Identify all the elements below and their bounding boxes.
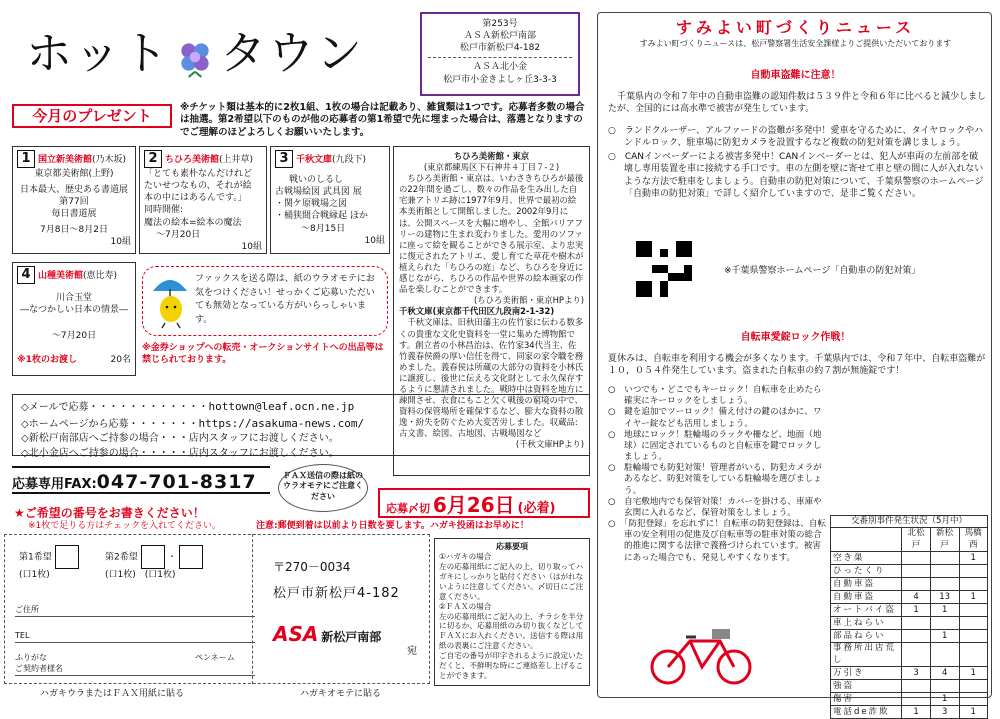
crime-count — [902, 680, 930, 693]
bike-item: 鍵を追加でツーロック！備え付けの鍵のほかに、ワイヤー錠なども活用しましょう。 — [624, 407, 822, 429]
prize-count: 10組 — [241, 241, 262, 252]
prize-place: 東京都美術館(上野) — [34, 169, 114, 179]
prize-venue: 国立新美術館 — [38, 155, 93, 165]
crime-count — [902, 643, 930, 667]
penname-label: ペンネーム — [195, 653, 235, 662]
fax-caution-burst: ＦＡＸ送信の際は紙のウラオモテにご注意ください — [278, 464, 368, 512]
crime-type: 部品ねらい — [831, 630, 902, 643]
crime-count — [959, 680, 987, 693]
car-items: ○ ランドクルーザー、アルファードの盗難が多発中！愛車を守るために、タイヤロックやハンドルロック、駐車場に防犯カメラを設置するなど複数の防犯対策を講じましょう。 ○ CANインベーダーによる被害多発中！CANインベーダーとは、犯人が車両の左前部を破壊し専用装置を車に接続する手口です。車の左側を壁に寄せて車と壁の間に人が入れないような方法で駐車をしましょう。自動車の防犯対策について、千葉県警察のホームページ「自動車の防犯対策」で詳しく紹介していますので、是非ご覧ください。 — [608, 126, 984, 199]
guide-line: ご自宅の番号が印字されるように設定いただくと、不鮮明な時にご連絡差し上げることができます。 — [439, 650, 584, 680]
prize-line: 第77回 — [59, 197, 89, 208]
crime-type: 自動車盗 — [831, 578, 902, 591]
prize-location: (恵比寿) — [83, 271, 118, 281]
choice-1-label: 第1希望 — [19, 552, 52, 563]
crime-count — [930, 565, 959, 578]
fax-number-bar — [12, 466, 270, 494]
prize-line: 毎日書道展 — [51, 209, 97, 220]
fax-notice-text: ファックスを送る際は、紙のウラオモテにお気をつけください！せっかくご応募いただいても無効となっている方がいらっしゃいます。 — [195, 274, 375, 325]
choice-2b-box[interactable] — [179, 545, 203, 569]
prize-line: ―なつかしい日本の情景― — [19, 305, 128, 316]
prize-4 — [12, 262, 136, 376]
guide-line: ①ハガキの場合 — [439, 552, 492, 562]
crime-row — [831, 667, 988, 680]
issue-line: ＡＳＡ北小金 — [472, 62, 527, 73]
crime-type: 空き巣 — [831, 552, 902, 565]
choice-2a-box[interactable] — [141, 545, 165, 569]
single-check[interactable]: (口1枚) — [144, 570, 176, 580]
crime-count — [930, 552, 959, 565]
contact-label: ◇新松戸南部店へご持参の場合・・・店内スタッフにお渡しください。 — [21, 433, 339, 444]
prize-line: たいせつなもの、それが絵 — [144, 181, 252, 192]
prize-count: 10組 — [110, 236, 131, 247]
car-theft-heading: 自動車盗難に注意！ — [750, 70, 841, 81]
crime-type: 万引き — [831, 667, 902, 680]
crime-type: 傷害 — [831, 693, 902, 706]
car-intro: 千葉県内の令和７年中の自動車盗難の認知件数は５３９件と令和６年に比べると減少しましたが、全国的には高水準で被害が発生しています。 — [608, 92, 987, 115]
prize-line: 魔法の絵本=絵本の魔法 — [144, 217, 242, 228]
crime-col-header — [831, 528, 902, 552]
guide-title: 応募要項 — [496, 542, 528, 551]
presents-notice: ※チケット類は基本的に2枚1組、1枚の場合は記載あり、雑貨類は1つです。応募者多数の場合は抽選。第2希望以下のものが他の応募者の第1希望で先に埋まった場合は、落選となりますのでご理解のほどよろしくお願いいたします。 — [180, 102, 585, 138]
crime-count — [902, 617, 930, 630]
prize-venue: 山種美術館 — [38, 271, 84, 281]
prize-line: ・関ケ原戦場之図 — [275, 199, 348, 210]
deadline-tail: (必着) — [517, 501, 556, 516]
crime-type: ひったくり — [831, 565, 902, 578]
kana-label: ふりがな — [15, 653, 47, 662]
prize-line: ～8月15日 — [301, 223, 346, 234]
prize-line: 古戦場絵図 武具図 展 — [275, 187, 362, 198]
masthead-title — [26, 22, 364, 84]
presents-header: 今月のプレゼント — [12, 104, 172, 128]
bike-item: 地球にロック！駐輪場のラックや柵など、地面（地球）に固定されているものと自転車を鍵でロックしましょう。 — [624, 429, 822, 463]
recipient-address: 松戸市新松戸4-182 — [273, 586, 400, 601]
car-item: ランドクルーザー、アルファードの盗難が多発中！愛車を守るために、タイヤロックやハンドルロック、駐車場に防犯カメラを設置するなど複数の防犯対策を講じましょう。 — [624, 126, 984, 149]
crime-count — [959, 578, 987, 591]
crime-col-header: 北松戸 — [902, 528, 930, 552]
prize-line: 川合玉堂 — [55, 293, 92, 303]
prize-3 — [270, 146, 390, 254]
bike-lock-heading: 自転車愛錠ロック作戦！ — [740, 332, 851, 343]
issue-line: 松戸市小金きよしヶ丘3-3-3 — [443, 74, 557, 85]
title-left: ホット — [26, 26, 170, 80]
guide-line: ②ＦＡＸの場合 — [439, 601, 492, 611]
crime-row — [831, 693, 988, 706]
prize-2 — [139, 146, 267, 254]
crime-count: 1 — [959, 667, 987, 680]
crime-count — [930, 680, 959, 693]
crime-count — [959, 604, 987, 617]
crime-row — [831, 643, 988, 667]
crime-table — [830, 527, 988, 719]
crime-count — [959, 643, 987, 667]
fax-number: 047-701-8317 — [96, 471, 257, 493]
crime-count — [902, 565, 930, 578]
crime-row — [831, 591, 988, 604]
crime-row — [831, 680, 988, 693]
fax-label: 応募専用FAX: — [12, 477, 97, 492]
crime-count: 1 — [902, 604, 930, 617]
shop-name: 新松戸南部 — [321, 630, 382, 644]
news-subtitle: すみよい町づくりニュースは、松戸警察署生活安全課様よりご提供いただいております — [639, 39, 952, 48]
single-check[interactable]: (口1枚) — [19, 570, 50, 580]
crime-type: 事務所出店荒し — [831, 643, 902, 667]
crime-type: 強盗 — [831, 680, 902, 693]
fax-notice — [142, 266, 388, 336]
prize-1 — [12, 146, 136, 254]
masthead — [18, 12, 418, 100]
crime-type: オートバイ盗 — [831, 604, 902, 617]
prize-line: 本の中にはあるんです。」 — [144, 193, 247, 204]
contact-label: ◇メールで応募・・・・・・・・・・・・ — [21, 402, 209, 413]
request-sub: ※1枚で足りる方はチェックを入れてください。 — [28, 521, 221, 531]
issue-number: 第253号 — [482, 19, 518, 29]
crime-count — [930, 643, 959, 667]
recipient-suffix: 宛 — [407, 646, 417, 657]
deadline-label: 応募〆切 — [386, 502, 430, 515]
prize-venue: 千秋文庫 — [296, 155, 333, 165]
crime-count: 1 — [959, 591, 987, 604]
article-body: 千秋文庫は、旧秋田藩主の佐竹家に伝わる数多くの貴重な文化史資料を一堂に集めた博物館です。創立者の小林昌治は、佐竹家34代当主、佐竹義春侯爵の厚い信任を得て、同家の家令職を務めました。義春侯は所蔵の大部分の資料を小林氏に譲渡し、後世に伝える文化財として永久保存するように懇請されました。戦時中は資料を地方に疎開させ、衣食にもこと欠く戦後の窮境の中で、資料の保管場所を確保するなど、膨大な資料の散逸・紛失を防ぐため大変苦労しました。収蔵品:古文書、絵図、古地図、古戦場図など — [399, 317, 584, 439]
crime-count: 1 — [902, 706, 930, 719]
single-check[interactable]: (口1枚) — [105, 570, 136, 580]
guide-line: 左の応募用紙にご記入の上、切り取ってハガキにしっかりと貼付ください（はがれないように注意してください。〆切日にご注意ください。 — [439, 562, 584, 601]
crime-count: 1 — [930, 693, 959, 706]
crime-count — [902, 578, 930, 591]
choice-2-label: 第2希望 — [105, 552, 138, 563]
prize-number: 1 — [17, 150, 35, 168]
article-source: (ちひろ美術館・東京HPより) — [473, 295, 584, 306]
qr-caption: ※千葉県警察ホームページ「自動車の防犯対策」 — [724, 266, 921, 276]
request-title: ★ご希望の番号をお書きください！ — [14, 506, 205, 520]
crime-col-header: 馬橋西 — [959, 528, 987, 552]
crime-count: 1 — [930, 630, 959, 643]
issue-line: 松戸市新松戸4-182 — [459, 43, 541, 54]
deadline-date: 6月26日 — [432, 493, 515, 517]
prize-line: 日本最大、歴史ある書道展 — [19, 185, 128, 196]
article-title: ちひろ美術館・東京 — [453, 151, 530, 161]
issue-line: ＡＳＡ新松戸南部 — [463, 31, 536, 42]
bike-item: いつでも・どこでもキーロック！自転車を止めたら確実にキーロックをしましょう。 — [624, 385, 822, 407]
choice-2: 第2希望 ・ (口1枚) (口1枚) — [105, 545, 203, 581]
prize-line: ～7月20日 — [51, 331, 97, 342]
crime-count: 1 — [930, 604, 959, 617]
article-source: (千秋文庫HPより) — [515, 439, 584, 450]
prize-line: 同時開催: — [144, 205, 184, 216]
crime-row — [831, 617, 988, 630]
crime-col-header: 新松戸 — [930, 528, 959, 552]
prize-count: 20名 — [110, 355, 131, 366]
mail-caution: 注意:郵便到着は以前より日数を要します。ハガキ投函はお早めに！ — [256, 521, 529, 531]
article-title: 千秋文庫(東京都千代田区九段南2-1-32) — [399, 306, 555, 317]
prize-note: ※1枚のお渡し — [17, 355, 78, 366]
crime-row — [831, 552, 988, 565]
bike-item: 「防犯登録」を忘れずに！自転車の防犯登録は、自転車の安全利用の促進及び自転車等の駐車対策の総合的推進に関する法律で義務づけられています。被害にあった場合でも、発見しやすくなります。 — [624, 519, 827, 563]
guide-box — [434, 538, 590, 686]
car-item: CANインベーダーによる被害多発中！CANインベーダーとは、犯人が車両の左前部を破壊し専用装置を車に接続する手口です。車の左側を壁に寄せて車と壁の間に人が入れないような方法で駐車をしましょう。自動車の防犯対策について、千葉県警察のホームページ「自動車の防犯対策」で詳しく紹介していますので、是非ご覧ください。 — [624, 152, 984, 199]
prize-count: 10組 — [364, 235, 385, 246]
crime-count: 3 — [902, 667, 930, 680]
postal-code: 〒270－0034 — [273, 560, 351, 574]
crime-count — [959, 617, 987, 630]
prize-date: 7月8日～8月2日 — [40, 224, 108, 235]
crime-table-header — [831, 528, 988, 552]
contact-label: ◇ホームページから応募・・・・・・・ — [21, 418, 199, 430]
prize-location: (上井草) — [219, 155, 254, 165]
prize-location: (乃木坂) — [92, 155, 127, 165]
prize-number: 3 — [275, 150, 293, 168]
asa-logo: ASA — [273, 622, 319, 646]
crime-type: 電話de詐欺 — [831, 706, 902, 719]
crime-count — [902, 693, 930, 706]
crime-count: 3 — [930, 706, 959, 719]
address-field[interactable]: ご住所 — [15, 605, 255, 617]
name-label: ご契約者様名 — [15, 663, 63, 673]
crime-count: 13 — [930, 591, 959, 604]
deadline-box — [378, 488, 590, 518]
crime-row — [831, 706, 988, 719]
crime-type: 自動車盗 — [831, 591, 902, 604]
crime-count: 1 — [959, 552, 987, 565]
resale-warning: ※金券ショップへの転売・オークションサイトへの出品等は禁じられております。 — [142, 343, 384, 366]
issue-box — [420, 12, 580, 96]
article-address: (東京都練馬区下石神井４丁目７-２) — [423, 162, 560, 173]
crime-row — [831, 630, 988, 643]
crime-stats — [830, 515, 988, 719]
crime-count: 1 — [959, 706, 987, 719]
crime-count — [930, 617, 959, 630]
bike-item: 駐輪場でも防犯対策！管理者がいる、防犯カメラがあるなど、防犯対策をしている駐輪場を選びましょう。 — [624, 463, 822, 496]
title-right: タウン — [220, 26, 364, 80]
article-body: ちひろ美術館・東京は、いわさきちひろが最後の22年間を過ごし、数々の作品を生み出した自宅兼アトリエ跡に1977年9月、世界で最初の絵本美術館として開館しました。2002年9月には、公開スペースを大幅に増やし、全館バリアフリーの建物に生まれ変わりました。愛用のソファに座って絵を観ることができる展示室、より忠実に復元されたアトリエ、愛し育てた草花や樹木が植えられた「ちひろの庭」など、ちひろを身近に感じながら、ちひろの作品や世界の絵本画家の作品を楽しむことができます。 — [399, 173, 584, 295]
crime-count — [959, 565, 987, 578]
crime-count — [902, 630, 930, 643]
prize-venue: ちひろ美術館 — [165, 155, 220, 165]
crime-count: 4 — [902, 591, 930, 604]
prize-line: ・桶狭間合戦縁起 ほか — [275, 211, 368, 222]
prize-line: ～7月20日 — [156, 229, 201, 240]
form-footer-mid: ハガキオモテに貼る — [300, 689, 382, 699]
bike-intro: 夏休みは、自転車を利用する機会が多くなります。千葉県内では、令和７年中、自転車盗難が１０，０５４件発生しています。盗まれた自転車の約７割が無施錠です！ — [608, 354, 986, 377]
choice-1 — [19, 545, 79, 581]
bicycle-icon — [646, 623, 756, 685]
hydrangea-icon — [174, 36, 216, 78]
crime-count — [959, 693, 987, 706]
contact-box — [12, 394, 590, 459]
prize-line: 「とても素朴なんだけれど — [144, 169, 253, 179]
form-divider — [252, 534, 253, 684]
qr-code-icon[interactable] — [636, 241, 692, 297]
news-panel — [597, 12, 992, 717]
crime-count — [959, 630, 987, 643]
crime-row — [831, 604, 988, 617]
recipient-name — [273, 621, 381, 648]
crime-type: 車上ねらい — [831, 617, 902, 630]
bike-items: ○ いつでも・どこでもキーロック！自転車を止めたら確実にキーロックをしましょう。 ○ 鍵を追加でツーロック！備え付けの鍵のほかに、ワイヤー錠なども活用しましょう。 ○ 地球にロック！駐輪場のラックや柵など、地面（地球）に固定されているものと自転車を鍵でロックしましょう。 ○ 駐輪場でも防犯対策！管理者がいる、防犯カメラがあるなど、防犯対策をしている駐輪場を選びましょう。 ○ 自宅敷地内でも保管対策！カバーを掛ける、車庫や玄関に入れるなど、保管対策をしましょう。 ○ 「防犯登録」を忘れずに！自転車の防犯登録は、自転車の安全利用の促進及び自転車等の駐車対策の総合的推進に関する法律で義務づけられています。被害にあった場合でも、発見しやすくなります。 — [608, 385, 827, 563]
choice-1-box[interactable] — [55, 545, 79, 569]
crime-count — [902, 552, 930, 565]
prize-number: 2 — [144, 150, 162, 168]
crime-count — [930, 578, 959, 591]
guide-line: 左の応募用紙にご記入の上、チラシを半分に切るか、応募用紙のみ切り抜くなどしてＦＡＸにお入れください。送信する際は用紙の表裏にご注意ください。 — [439, 611, 584, 651]
email-link[interactable]: hottown@leaf.ocn.ne.jp — [208, 400, 355, 413]
crime-count: 4 — [930, 667, 959, 680]
application-form — [4, 534, 430, 684]
crime-row — [831, 565, 988, 578]
crime-row — [831, 578, 988, 591]
prize-number: 4 — [17, 266, 35, 284]
prize-line: 戦いのしるし — [289, 175, 344, 185]
umbrella-character-icon — [149, 273, 191, 329]
bike-item: 自宅敷地内でも保管対策！カバーを掛ける、車庫や玄関に入れるなど、保管対策をしましょう。 — [624, 496, 822, 518]
name-field[interactable] — [15, 653, 255, 676]
prize-location: (九段下) — [332, 155, 367, 165]
website-link[interactable]: https://asakuma-news.com/ — [198, 416, 365, 430]
contact-label: ◇北小金店へご持参の場合・・・・・店内スタッフにお渡しください。 — [21, 447, 339, 459]
news-title: すみよい町づくりニュース — [675, 18, 916, 37]
tel-field[interactable]: TEL — [15, 631, 255, 643]
crime-table-title: 交番別事件発生状況（5月中） — [830, 515, 988, 527]
form-footer-left: ハガキウラまたはＦＡＸ用紙に貼る — [40, 689, 185, 699]
